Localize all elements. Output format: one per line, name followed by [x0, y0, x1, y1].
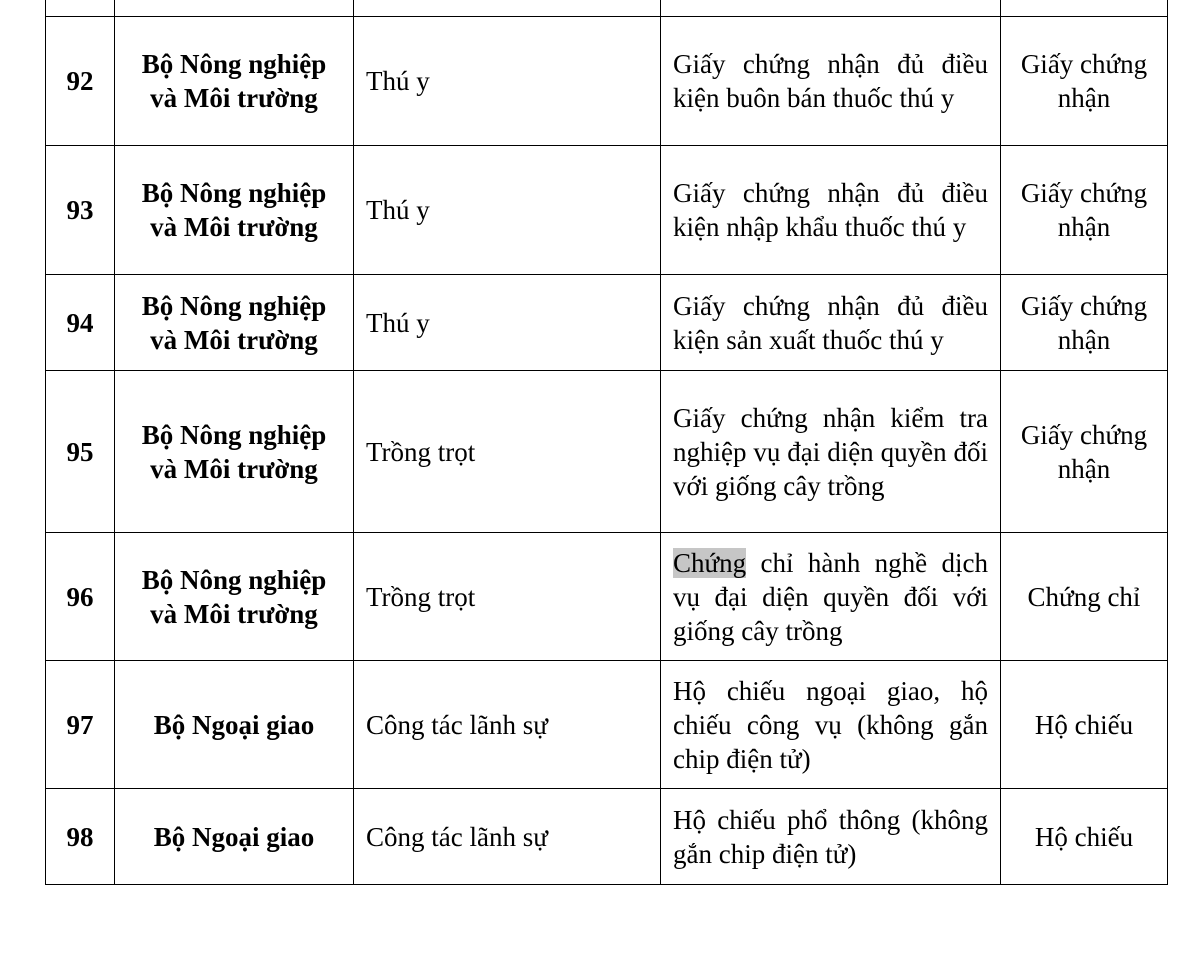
document-type-cell: Giấy chứng nhận — [1001, 371, 1168, 533]
field-cell: Trồng trọt — [354, 371, 661, 533]
ministry-cell: Bộ Nông nghiệp và Môi trường — [115, 275, 354, 371]
row-number: 95 — [46, 371, 115, 533]
row-number: 92 — [46, 17, 115, 146]
ministry-cell: Bộ Nông nghiệp và Môi trường — [115, 371, 354, 533]
row-number: 93 — [46, 146, 115, 275]
row-number: 97 — [46, 661, 115, 789]
text-selection-highlight[interactable]: Chứng — [673, 547, 747, 578]
document-name-cell: Giấy chứng nhận đủ điều kiện nhập khẩu thuốc thú y — [661, 146, 1001, 275]
document-name-cell: Hộ chiếu phổ thông (không gắn chip điện tử) — [661, 789, 1001, 885]
cell-partial — [46, 0, 115, 17]
field-cell: Thú y — [354, 146, 661, 275]
document-name-cell: Giấy chứng nhận kiểm tra nghiệp vụ đại diện quyền đối với giống cây trồng — [661, 371, 1001, 533]
row-number: 94 — [46, 275, 115, 371]
field-cell: Thú y — [354, 17, 661, 146]
table-row — [46, 661, 1168, 789]
document-type-cell: Giấy chứng nhận — [1001, 146, 1168, 275]
document-table — [45, 0, 1168, 885]
document-name-cell — [661, 533, 1001, 661]
document-type-cell: Hộ chiếu — [1001, 789, 1168, 885]
field-cell: Công tác lãnh sự — [354, 661, 661, 789]
cell-partial — [115, 0, 354, 17]
field-cell: Thú y — [354, 275, 661, 371]
field-cell: Trồng trọt — [354, 533, 661, 661]
ministry-cell: Bộ Nông nghiệp và Môi trường — [115, 146, 354, 275]
table-row — [46, 17, 1168, 146]
table-row — [46, 371, 1168, 533]
table-row — [46, 789, 1168, 885]
field-cell: Công tác lãnh sự — [354, 789, 661, 885]
document-name-rest: chỉ hành nghề dịch vụ đại diện quyền đối với giống cây trồng — [673, 547, 988, 646]
document-type-cell: Giấy chứng nhận — [1001, 17, 1168, 146]
table-row-partial — [46, 0, 1168, 17]
table-row — [46, 533, 1168, 661]
row-number: 96 — [46, 533, 115, 661]
document-type-cell: Chứng chỉ — [1001, 533, 1168, 661]
ministry-cell: Bộ Nông nghiệp và Môi trường — [115, 17, 354, 146]
document-type-cell: Hộ chiếu — [1001, 661, 1168, 789]
table-row — [46, 146, 1168, 275]
row-number: 98 — [46, 789, 115, 885]
ministry-cell: Bộ Ngoại giao — [115, 661, 354, 789]
document-name-cell: Hộ chiếu ngoại giao, hộ chiếu công vụ (không gắn chip điện tử) — [661, 661, 1001, 789]
document-name-cell: Giấy chứng nhận đủ điều kiện buôn bán thuốc thú y — [661, 17, 1001, 146]
cell-partial — [354, 0, 661, 17]
ministry-cell: Bộ Ngoại giao — [115, 789, 354, 885]
document-name-cell: Giấy chứng nhận đủ điều kiện sản xuất thuốc thú y — [661, 275, 1001, 371]
table-row — [46, 275, 1168, 371]
cell-partial — [1001, 0, 1168, 17]
cell-partial — [661, 0, 1001, 17]
ministry-cell: Bộ Nông nghiệp và Môi trường — [115, 533, 354, 661]
document-type-cell: Giấy chứng nhận — [1001, 275, 1168, 371]
